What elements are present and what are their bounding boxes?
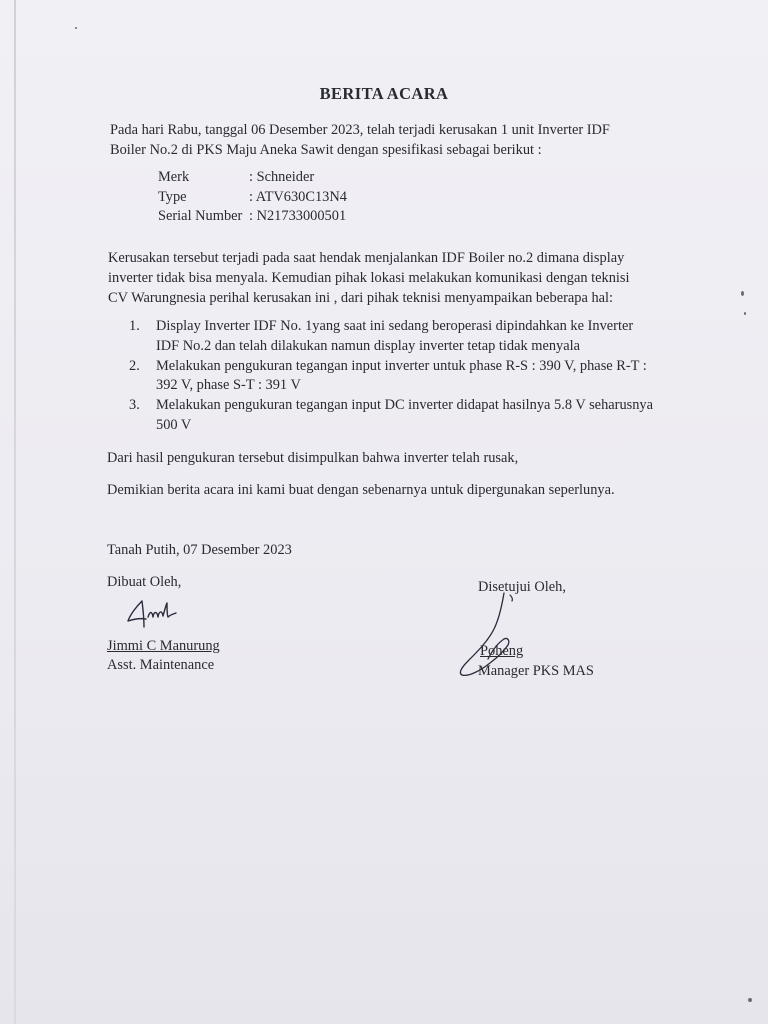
description-line-3: CV Warungnesia perihal kerusakan ini , dari pihak teknisi menyampaikan beberapa hal: — [108, 290, 614, 306]
closing-text: Demikian berita acara ini kami buat dengan sebenarnya untuk dipergunakan seperlunya. — [107, 482, 615, 498]
spec-value-type: : ATV630C13N4 — [249, 189, 347, 205]
maker-name: Jimmi C Manurung — [107, 638, 220, 654]
finding-line: Display Inverter IDF No. 1yang saat ini sedang beroperasi dipindahkan ke Inverter — [156, 318, 634, 334]
finding-line: IDF No.2 dan telah dilakukan namun display inverter tetap tidak menyala — [156, 338, 581, 354]
approver-name: Poheng — [480, 643, 524, 659]
approver-caption: Disetujui Oleh, — [478, 579, 566, 595]
place-date: Tanah Putih, 07 Desember 2023 — [107, 542, 292, 558]
spec-label-type: Type — [158, 189, 187, 205]
conclusion-text: Dari hasil pengukuran tersebut disimpulkan bahwa inverter telah rusak, — [107, 450, 519, 466]
finding-line: 392 V, phase S-T : 391 V — [156, 377, 301, 393]
spec-label-serial: Serial Number — [158, 208, 243, 224]
finding-number: 2. — [129, 358, 140, 374]
description-line-2: inverter tidak bisa menyala. Kemudian pihak lokasi melakukan komunikasi dengan teknisi — [108, 270, 630, 286]
spec-value-serial: : N21733000501 — [249, 208, 347, 224]
finding-number: 1. — [129, 318, 140, 334]
paper-speck — [75, 27, 77, 29]
finding-line: Melakukan pengukuran tegangan input inverter untuk phase R-S : 390 V, phase R-T : — [156, 358, 647, 374]
maker-caption: Dibuat Oleh, — [107, 574, 182, 590]
description-line-1: Kerusakan tersebut terjadi pada saat hendak menjalankan IDF Boiler no.2 dimana display — [108, 250, 625, 266]
paper-speck — [741, 291, 744, 296]
spec-label-merk: Merk — [158, 169, 190, 185]
maker-signature — [122, 593, 184, 633]
finding-line: 500 V — [156, 417, 192, 433]
paper-fold-edge — [14, 0, 16, 1024]
paper-speck — [748, 998, 752, 1002]
finding-number: 3. — [129, 397, 140, 413]
paper-speck — [744, 312, 746, 315]
intro-line-1: Pada hari Rabu, tanggal 06 Desember 2023, telah terjadi kerusakan 1 unit Inverter IDF — [110, 122, 610, 138]
document-title: BERITA ACARA — [319, 84, 449, 103]
finding-line: Melakukan pengukuran tegangan input DC inverter didapat hasilnya 5.8 V seharusnya — [156, 397, 654, 413]
maker-position: Asst. Maintenance — [107, 657, 215, 673]
approver-position: Manager PKS MAS — [478, 663, 594, 679]
spec-value-merk: : Schneider — [249, 169, 315, 185]
intro-line-2: Boiler No.2 di PKS Maju Aneka Sawit dengan spesifikasi sebagai berikut : — [110, 142, 542, 158]
